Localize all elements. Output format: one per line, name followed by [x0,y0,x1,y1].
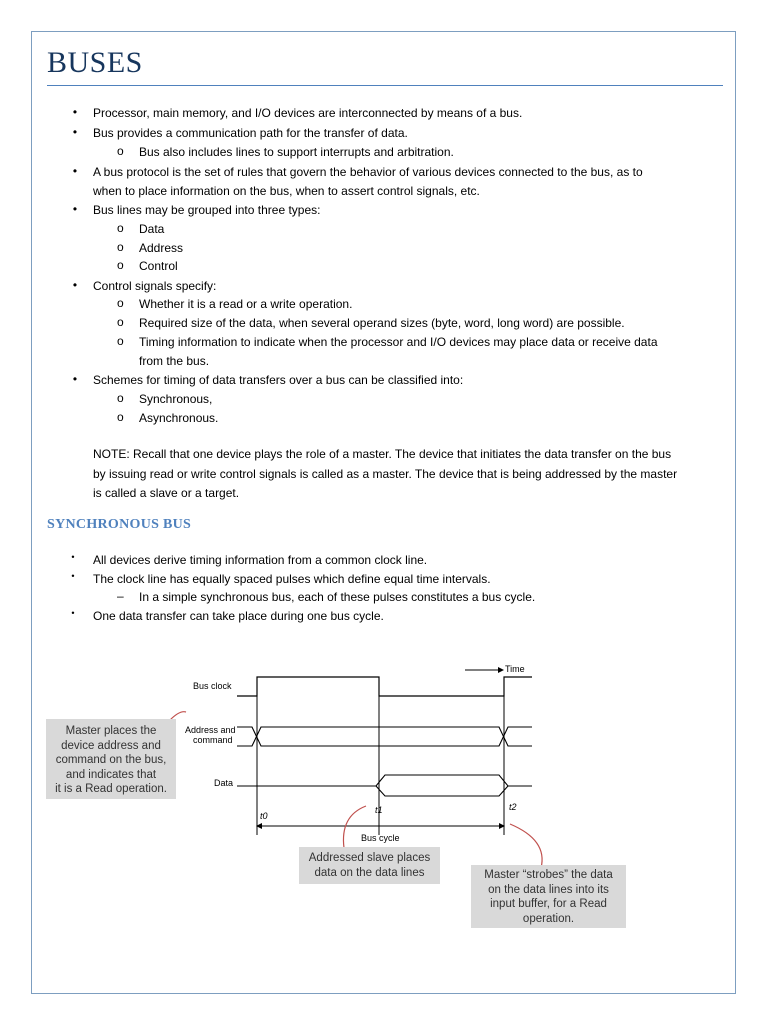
note-line: by issuing read or write control signals is called as a master. The device that is being addressed by the master [93,467,678,481]
address-label-line1: Address and [185,725,236,735]
list-item-continuation: when to place information on the bus, when to assert control signals, etc. [93,184,480,198]
sub-bullet-symbol: o [117,240,124,254]
list-item: The clock line has equally spaced pulses which define equal time intervals. [93,572,491,586]
callout-line: Addressed slave places [308,852,431,864]
sub-bullet-symbol: o [117,410,124,424]
list-item: All devices derive timing information from a common clock line. [93,553,428,567]
address-signal-low [237,727,532,746]
bullet-symbol: • [72,202,78,216]
data-signal-upper [237,775,532,786]
bus-cycle-label: Bus cycle [361,833,400,843]
bus-clock-label: Bus clock [193,681,232,691]
callout-line: data on the data lines [314,866,425,879]
strobe-callout-arrow [510,824,542,868]
sub-list-item: Synchronous, [139,392,213,406]
callout-line: input buffer, for a Read [490,898,607,910]
data-signal-lower [376,786,508,796]
sub-list-item: Timing information to indicate when the processor and I/O devices may place data or receive data [139,335,658,349]
bullet-symbol: • [72,125,78,139]
callout-line: Master places the [65,725,157,737]
sub-list-item: In a simple synchronous bus, each of these pulses constitutes a bus cycle. [139,590,536,604]
list-item: Control signals specify: [93,279,217,293]
bullet-symbol: • [71,608,75,618]
sub-bullet-symbol: o [117,296,124,310]
section-heading: SYNCHRONOUS BUS [47,517,192,532]
list-item: A bus protocol is the set of rules that govern the behavior of various devices connected to the bus, as to [93,165,643,179]
sub-list-item: Whether it is a read or a write operation. [139,297,353,311]
bus-clock-signal [237,677,532,696]
address-signal-high [237,727,532,746]
sub-list-item: Data [139,222,165,236]
callout-master [46,719,176,799]
bullet-symbol: • [71,571,75,581]
callout-line: it is a Read operation. [55,783,167,795]
data-label: Data [214,778,234,788]
bullet-symbol: • [71,552,75,562]
callout-line: operation. [522,912,575,925]
list-item: Bus lines may be grouped into three types: [93,203,321,217]
sub-bullet-symbol: o [117,258,124,272]
callout-line: command on the bus, [55,754,167,766]
sub-bullet-symbol: o [117,221,124,235]
note-line: NOTE: Recall that one device plays the role of a master. The device that initiates the data transfer on the bus [93,447,672,461]
sub-bullet-symbol: o [117,334,124,348]
sub-list-item: Required size of the data, when several operand sizes (byte, word, long word) are possible. [139,316,625,330]
t2-label: t2 [509,802,517,812]
sub-bullet-symbol: o [117,391,124,405]
callout-line: Master “strobes” the data [484,869,613,881]
time-arrow-head [498,667,504,673]
callout-strobe [471,865,626,928]
page-title: BUSES [47,46,143,79]
t1-label: t1 [375,805,383,815]
sub-list-item: Control [139,259,178,273]
time-label: Time [505,664,525,674]
callout-line: device address and [61,739,161,752]
sub-bullet-symbol: o [117,315,124,329]
bullet-symbol: • [72,372,78,386]
sub-list-item: Asynchronous. [139,411,219,425]
address-label-line2: command [193,735,233,745]
bullet-symbol: • [72,105,78,119]
sub-list-item-continuation: from the bus. [139,354,210,368]
callout-slave [299,847,440,884]
dash-symbol: – [117,589,124,603]
list-item: Processor, main memory, and I/O devices are interconnected by means of a bus. [93,106,523,120]
list-item: Bus provides a communication path for the transfer of data. [93,126,408,140]
t0-label: t0 [260,811,268,821]
bullet-symbol: • [72,164,78,178]
sub-list-item: Address [139,241,184,255]
callout-line: and indicates that [65,768,157,781]
sub-list-item: Bus also includes lines to support interrupts and arbitration. [139,145,454,159]
list-item: Schemes for timing of data transfers over a bus can be classified into: [93,373,464,387]
sub-bullet-symbol: o [117,144,124,158]
note-line: is called a slave or a target. [93,486,240,500]
list-item: One data transfer can take place during one bus cycle. [93,609,384,623]
callout-line: on the data lines into its [488,883,609,896]
bullet-symbol: • [72,278,78,292]
